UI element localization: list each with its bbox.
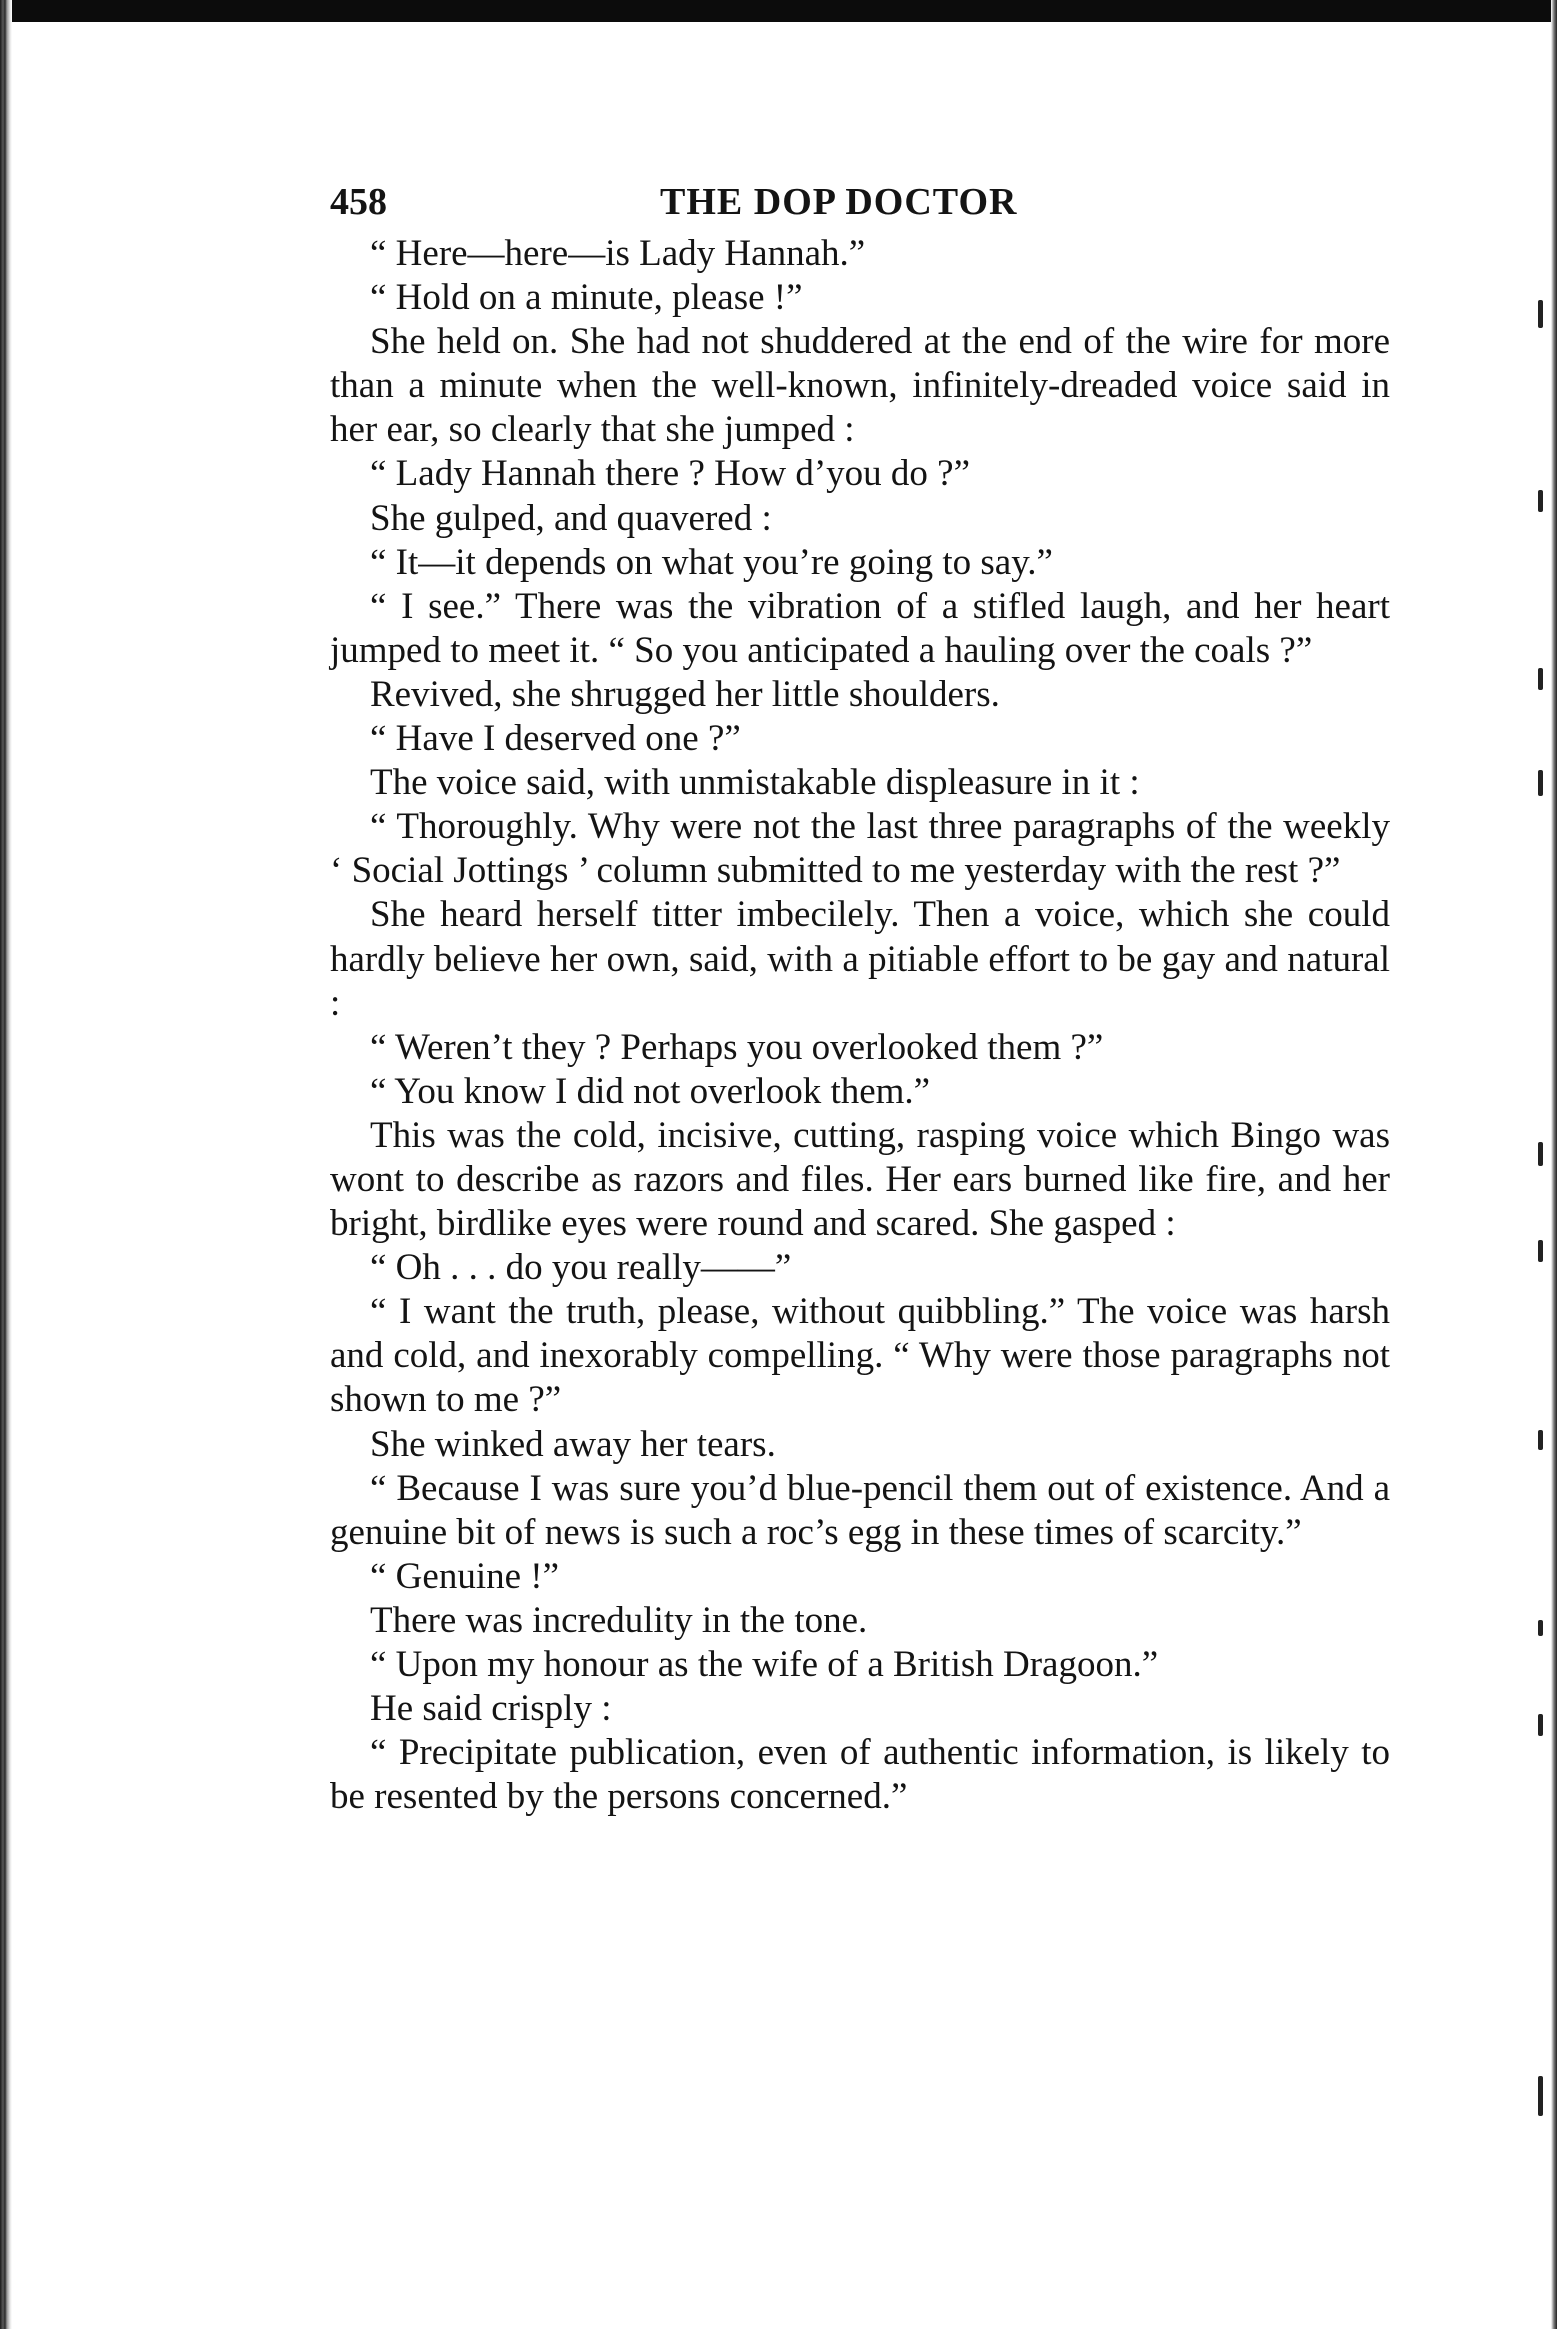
paragraph: She held on. She had not shuddered at the end of the wire for more than a minute when the well-known, infinitely-dreaded voice said in her ear, so clearly that she jumped :	[330, 321, 1390, 451]
page-header	[330, 172, 1390, 242]
paragraph: “ Weren’t they ? Perhaps you overlooked them ?”	[370, 1026, 1104, 1068]
paragraph: “ Here—here—is Lady Hannah.”	[370, 233, 866, 274]
paragraph: “ Precipitate publication, even of authentic information, is likely to be resented by the persons concerned.”	[330, 1732, 1390, 1818]
paragraph: She gulped, and quavered :	[370, 497, 772, 539]
paragraph: “ Genuine !”	[370, 1555, 560, 1597]
paragraph: “ Have I deserved one ?”	[370, 718, 741, 760]
margin-mark	[1538, 1240, 1543, 1262]
paragraph: “ Upon my honour as the wife of a British Dragoon.”	[370, 1644, 1159, 1685]
paragraph: “ I want the truth, please, without quibbling.” The voice was harsh and cold, and inexorably compelling. “ Why were those paragraphs not shown to me ?”	[330, 1291, 1390, 1421]
scan-left-binding-edge	[0, 0, 12, 2329]
paragraph: Revived, she shrugged her little shoulders.	[370, 673, 1000, 715]
page-number: 458	[330, 181, 387, 223]
paragraph: “ It—it depends on what you’re going to say.”	[370, 541, 1053, 583]
paragraph: “ I see.” There was the vibration of a stifled laugh, and her heart jumped to meet it. “ So you anticipated a hauling over the coals ?”	[330, 585, 1390, 671]
paragraph: “ Because I was sure you’d blue-pencil them out of existence. And a genuine bit of news is such a roc’s egg in these times of scarcity.”	[330, 1467, 1390, 1553]
paragraph: “ Hold on a minute, please !”	[370, 277, 803, 319]
paragraph: “ Thoroughly. Why were not the last three paragraphs of the weekly ‘ Social Jottings ’ column submitted to me yesterday with the rest ?”	[330, 806, 1390, 892]
margin-mark	[1538, 1714, 1543, 1736]
paragraph: The voice said, with unmistakable displeasure in it :	[370, 762, 1140, 804]
book-page	[330, 172, 1390, 1819]
paragraph: She winked away her tears.	[370, 1423, 776, 1465]
margin-mark	[1538, 300, 1543, 328]
paragraph: “ You know I did not overlook them.”	[370, 1070, 931, 1112]
margin-mark	[1538, 490, 1543, 512]
paragraph: There was incredulity in the tone.	[370, 1599, 868, 1641]
margin-mark	[1538, 2076, 1543, 2116]
running-title: THE DOP DOCTOR	[660, 181, 1018, 223]
margin-mark	[1538, 1620, 1543, 1636]
paragraph: He said crisply :	[370, 1688, 612, 1730]
scan-right-edge	[1551, 0, 1557, 2329]
paragraph: This was the cold, incisive, cutting, rasping voice which Bingo was wont to describe as razors and files. Her ears burned like fire, and her bright, birdlike eyes were round and scared. She gasped :	[330, 1114, 1390, 1245]
scan-top-border	[0, 0, 1557, 22]
body-text	[330, 232, 1390, 1819]
paragraph: “ Lady Hannah there ? How d’you do ?”	[370, 453, 970, 495]
paragraph: She heard herself titter imbecilely. Then a voice, which she could hardly believe her own, said, with a pitiable effort to be gay and natural :	[330, 894, 1390, 1024]
margin-mark	[1538, 1430, 1543, 1450]
margin-mark	[1538, 1142, 1543, 1166]
paragraph: “ Oh . . . do you really——”	[370, 1247, 792, 1289]
margin-mark	[1538, 668, 1543, 690]
margin-mark	[1538, 770, 1543, 796]
